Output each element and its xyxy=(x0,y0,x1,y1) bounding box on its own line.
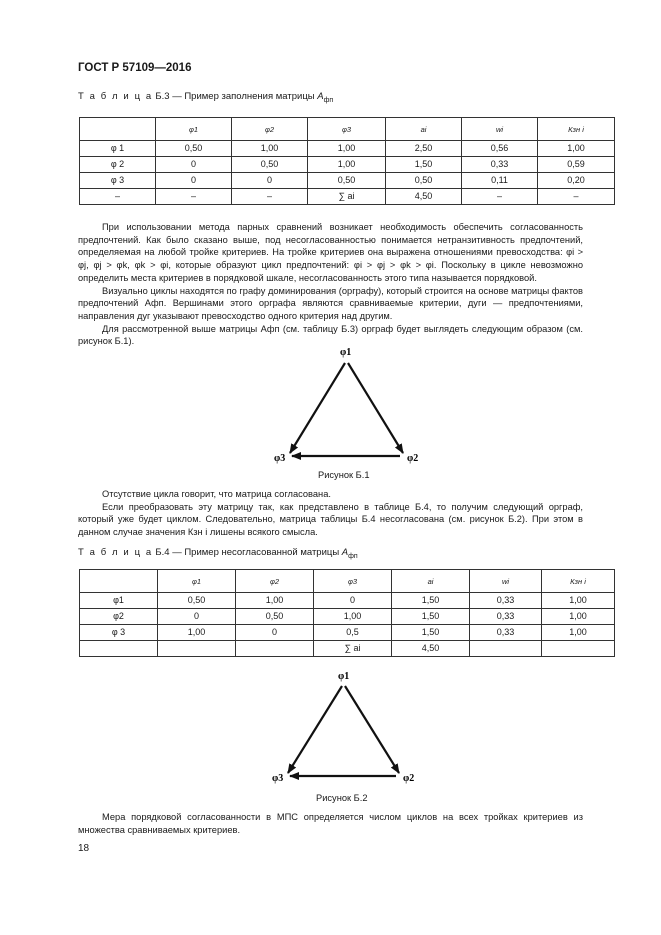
value-cell: 0,11 xyxy=(462,173,538,189)
table-row xyxy=(80,157,615,173)
vertex-phi2: φ2 xyxy=(403,773,415,784)
matrix-symbol: A xyxy=(317,91,324,102)
row-label-cell: φ2 xyxy=(80,609,158,625)
header-cell: φ3 xyxy=(308,118,386,141)
value-cell: 0 xyxy=(156,157,232,173)
value-cell: – xyxy=(538,189,615,205)
table-label: Т а б л и ц а xyxy=(78,91,153,102)
table-b3 xyxy=(79,117,615,205)
value-cell: 0,50 xyxy=(236,609,314,625)
vertex-phi3: φ3 xyxy=(272,773,284,784)
value-cell: 0,33 xyxy=(470,625,542,641)
matrix-subscript: фп xyxy=(348,552,358,560)
value-cell: 1,00 xyxy=(158,625,236,641)
value-cell: ∑ ai xyxy=(314,641,392,657)
value-cell: 0,50 xyxy=(156,141,232,157)
value-cell: 0 xyxy=(236,625,314,641)
value-cell: 0,56 xyxy=(462,141,538,157)
value-cell xyxy=(542,641,615,657)
value-cell: 2,50 xyxy=(386,141,462,157)
table-title: — Пример заполнения матрицы xyxy=(172,91,315,102)
paragraph: При использовании метода парных сравнений возникает необходимость обеспечить согласованность предпочтений. Как было сказано выше, под несогласованностью понимается нетранзитивность предпочтений, определяемая на любой тройке критериев. На тройке критериев она выражена отношениями превосходства: φi > φj, φj > φk, φk > φi, которые образуют цикл предпочтений: φi > φj > φk > φi. Поскольку в цикле невозможно определить места критериев в порядковой шкале, несогласованность этого типа называется порядковой. xyxy=(78,222,583,283)
arc-1-to-3 xyxy=(290,363,345,453)
value-cell: 0,33 xyxy=(462,157,538,173)
row-label-cell xyxy=(80,641,158,657)
paragraph: Отсутствие цикла говорит, что матрица согласована. xyxy=(102,489,331,499)
value-cell: 4,50 xyxy=(386,189,462,205)
header-cell: φ1 xyxy=(158,570,236,593)
value-cell: ∑ ai xyxy=(308,189,386,205)
value-cell: 0,50 xyxy=(232,157,308,173)
figure-b2-caption: Рисунок Б.2 xyxy=(316,793,368,803)
table-number: Б.3 xyxy=(155,91,170,102)
header-cell: Кзн i xyxy=(542,570,615,593)
value-cell: 1,00 xyxy=(314,609,392,625)
value-cell xyxy=(158,641,236,657)
header-row xyxy=(80,118,615,141)
row-label-cell: φ 3 xyxy=(80,625,158,641)
table-row xyxy=(80,641,615,657)
value-cell: 0,50 xyxy=(386,173,462,189)
table-row xyxy=(80,173,615,189)
table-number: Б.4 xyxy=(155,547,170,558)
table-row xyxy=(80,141,615,157)
row-label-cell: φ 1 xyxy=(80,141,156,157)
value-cell: 0 xyxy=(314,593,392,609)
page-number: 18 xyxy=(78,843,90,854)
table-row xyxy=(80,189,615,205)
value-cell: 0,5 xyxy=(314,625,392,641)
value-cell: 1,00 xyxy=(542,593,615,609)
header-cell: Кзн i xyxy=(538,118,615,141)
header-cell: φ1 xyxy=(156,118,232,141)
value-cell: 1,50 xyxy=(392,593,470,609)
value-cell: – xyxy=(232,189,308,205)
row-label-cell: φ 2 xyxy=(80,157,156,173)
arc-1-to-3 xyxy=(288,686,342,773)
figure-b1-caption: Рисунок Б.1 xyxy=(318,470,370,480)
value-cell: 4,50 xyxy=(392,641,470,657)
arc-1-to-2 xyxy=(348,363,403,453)
table-label: Т а б л и ц а xyxy=(78,547,153,558)
table-b4-caption xyxy=(78,547,358,560)
header-cell: ai xyxy=(392,570,470,593)
vertex-phi2: φ2 xyxy=(407,453,419,464)
table-b4 xyxy=(79,569,615,657)
paragraph: Визуально циклы находятся по графу доминирования (орграфу), который строится на основе матрицы фактов предпочтений Афп. Вершинами этого орграфа являются сравниваемые критерии, дуги — предпочтениями, направления дуг указывают превосходство одного критерия над другим. xyxy=(78,285,583,321)
value-cell: – xyxy=(156,189,232,205)
matrix-subscript: фп xyxy=(323,96,334,104)
value-cell xyxy=(470,641,542,657)
figure-b1-graph xyxy=(270,343,430,468)
value-cell: 1,00 xyxy=(542,625,615,641)
value-cell: 1,50 xyxy=(392,609,470,625)
table-row xyxy=(80,609,615,625)
header-cell xyxy=(80,118,156,141)
header-row xyxy=(80,570,615,593)
value-cell: 0,50 xyxy=(158,593,236,609)
paragraph: Мера порядковой согласованности в МПС определяется числом циклов на всех тройках критериев из множества сравниваемых критериев. xyxy=(78,812,583,835)
value-cell: 0,33 xyxy=(470,593,542,609)
value-cell: 0 xyxy=(158,609,236,625)
header-cell: φ3 xyxy=(314,570,392,593)
table-row xyxy=(80,593,615,609)
header-cell: wi xyxy=(470,570,542,593)
standard-code: ГОСТ Р 57109—2016 xyxy=(78,62,192,74)
value-cell: 0,20 xyxy=(538,173,615,189)
row-label-cell: φ 3 xyxy=(80,173,156,189)
value-cell: – xyxy=(462,189,538,205)
body-text-2 xyxy=(78,488,583,539)
row-label-cell: φ1 xyxy=(80,593,158,609)
value-cell: 1,00 xyxy=(538,141,615,157)
body-text-1 xyxy=(78,221,583,348)
value-cell xyxy=(236,641,314,657)
value-cell: 0,59 xyxy=(538,157,615,173)
paragraph: Если преобразовать эту матрицу так, как представлено в таблице Б.4, то получим следующий орграф, который уже будет циклом. Следовательно, матрица таблицы Б.4 несогласована (см. рисунок Б.2). При этом в данном случае значения Кзн i лишены всякого смысла. xyxy=(78,501,583,538)
matrix-symbol: A xyxy=(341,547,349,558)
value-cell: 1,00 xyxy=(308,141,386,157)
value-cell: 0 xyxy=(156,173,232,189)
value-cell: 1,50 xyxy=(386,157,462,173)
value-cell: 1,00 xyxy=(308,157,386,173)
header-cell: φ2 xyxy=(232,118,308,141)
vertex-phi1: φ1 xyxy=(338,671,350,682)
header-cell: wi xyxy=(462,118,538,141)
table-row xyxy=(80,625,615,641)
vertex-phi1: φ1 xyxy=(340,347,352,358)
paragraph: Для рассмотренной выше матрицы Афп (см. таблицу Б.3) орграф будет выглядеть следующим образом (см. рисунок Б.1). xyxy=(78,323,583,347)
value-cell: 1,00 xyxy=(236,593,314,609)
table-title: — Пример несогласованной матрицы xyxy=(172,547,340,558)
vertex-phi3: φ3 xyxy=(274,453,286,464)
value-cell: 0,50 xyxy=(308,173,386,189)
arc-1-to-2 xyxy=(345,686,399,773)
table-b3-caption xyxy=(78,91,333,104)
row-label-cell: – xyxy=(80,189,156,205)
figure-b2-graph xyxy=(268,669,428,789)
header-cell: φ2 xyxy=(236,570,314,593)
body-text-3 xyxy=(78,811,583,836)
value-cell: 1,00 xyxy=(232,141,308,157)
value-cell: 0 xyxy=(232,173,308,189)
header-cell xyxy=(80,570,158,593)
value-cell: 1,50 xyxy=(392,625,470,641)
header-cell: ai xyxy=(386,118,462,141)
value-cell: 1,00 xyxy=(542,609,615,625)
value-cell: 0,33 xyxy=(470,609,542,625)
